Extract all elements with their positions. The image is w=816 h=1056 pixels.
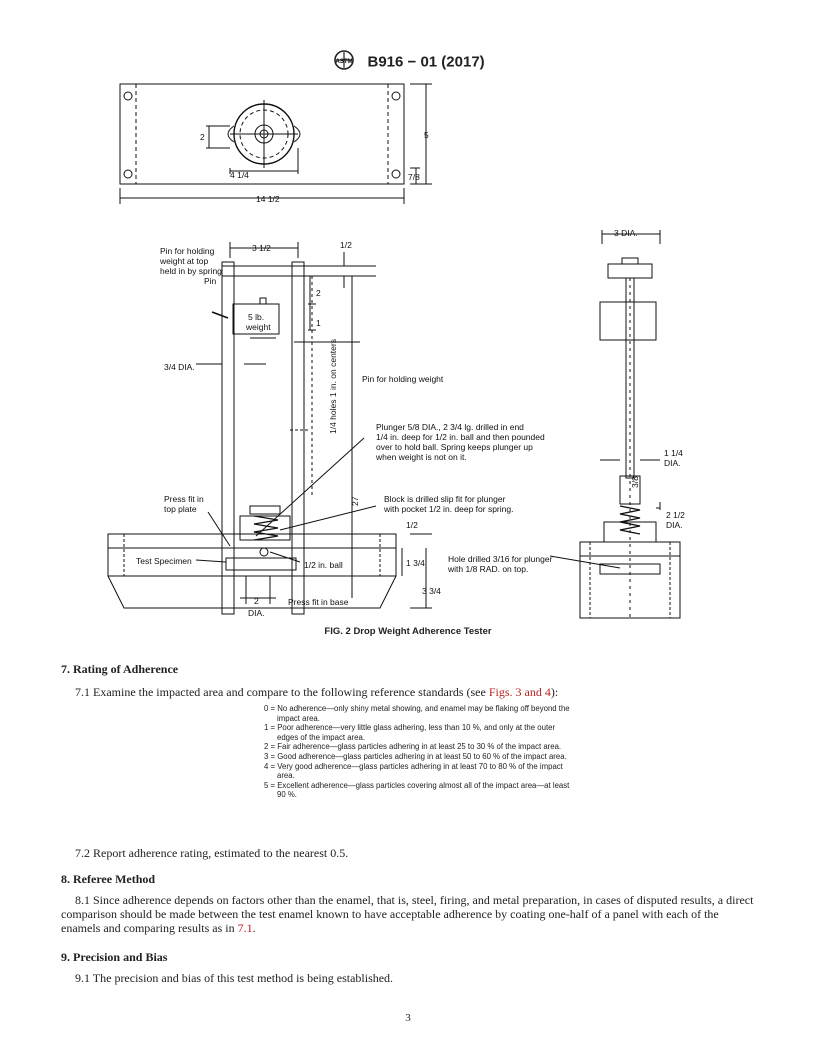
dim-top-height: 5 — [424, 130, 429, 140]
block-note-1: Block is drilled slip fit for plunger — [384, 494, 506, 504]
standard-designation: B916 − 01 (2017) — [367, 53, 485, 71]
left-post — [222, 262, 234, 614]
section-7-1-link[interactable]: 7.1 — [237, 921, 253, 935]
dim-1-2-plate: 1/2 — [406, 520, 418, 530]
p71-text: 7.1 Examine the impacted area and compare to the following reference standards (see — [75, 685, 489, 699]
side-top-cap — [608, 264, 652, 278]
dim-1-1-4-dia: DIA. — [664, 458, 681, 468]
p81-text: 8.1 Since adherence depends on factors other than the enamel, that is, steel, firing, and metal preparation, in cases of disputed results, a direct comparison should be made between the test enamel known to have acceptable adherence by coating one-half of a panel with each of the enamels and comparing results as in — [61, 893, 754, 935]
label-pin: Pin — [204, 276, 217, 286]
dim-top-7-8: 7/8 — [408, 172, 420, 182]
weight-label-2: weight — [246, 322, 271, 332]
figure-caption: FIG. 2 Drop Weight Adherence Tester — [324, 626, 492, 637]
dim-top-2: 2 — [200, 132, 205, 142]
p71-end: ): — [550, 685, 559, 699]
label-holes: 1/4 holes 1 in. on centers — [328, 339, 338, 434]
rating-1: 1 = Poor adherence—very little glass adhering, less than 10 %, and only at the outer edges of the impact area. — [264, 723, 556, 742]
page-header — [0, 50, 816, 74]
label-test-specimen: Test Specimen — [136, 556, 192, 566]
hole-note-2: with 1/8 RAD. on top. — [448, 564, 529, 574]
label-pin-top-3: held in by spring — [160, 266, 222, 276]
dim-1-1-4: 1 1/4 — [664, 448, 683, 458]
p81-end: . — [252, 921, 256, 935]
rating-2: 2 = Fair adherence—glass particles adhering in at least 25 to 30 % of the impact area. — [264, 742, 562, 752]
rating-4: 4 = Very good adherence—glass particles adhering in at least 70 to 80 % of the impact area. — [264, 761, 563, 781]
dim-1-vertical: 1 — [316, 318, 321, 328]
svg-text:ASTM: ASTM — [335, 59, 353, 65]
dim-1-2-top: 1/2 — [340, 240, 352, 250]
label-press-fit-top-1: Press fit in — [164, 494, 204, 504]
paragraph-9-1: 9.1 The precision and bias of this test method is being established. — [75, 971, 394, 985]
section-8-heading: 8. Referee Method — [61, 872, 156, 886]
label-pin-top-1: Pin for holding — [160, 246, 215, 256]
dim-3-1-2: 3 1/2 — [252, 243, 271, 253]
plunger-note-4: when weight is not on it. — [376, 452, 467, 462]
plunger-note-1: Plunger 5/8 DIA., 2 3/4 lg. drilled in end — [376, 422, 524, 432]
paragraph-7-1 — [61, 685, 755, 699]
section-7-heading: 7. Rating of Adherence — [61, 662, 179, 676]
technical-drawing — [80, 78, 740, 623]
dim-3-8: 3/8 — [630, 476, 640, 488]
label-ball: 1/2 in. ball — [304, 560, 343, 570]
label-press-fit-top-2: top plate — [164, 504, 197, 514]
figure-drop-weight-tester — [80, 78, 740, 628]
side-weight — [600, 302, 656, 340]
label-pin-holding-weight: Pin for holding weight — [362, 374, 444, 384]
label-3-4-dia: 3/4 DIA. — [164, 362, 195, 372]
block-note-2: with pocket 1/2 in. deep for spring. — [384, 504, 514, 514]
hole-note-1: Hole drilled 3/16 for plunger — [448, 554, 553, 564]
dim-2-dia: 2 — [254, 596, 259, 606]
dim-2-vertical: 2 — [316, 288, 321, 298]
rating-0: 0 = No adherence—only shiny metal showing, and enamel may be flaking off beyond the impact area. — [264, 704, 570, 723]
dim-1-3-4: 1 3/4 — [406, 558, 425, 568]
paragraph-7-2: 7.2 Report adherence rating, estimated to the nearest 0.5. — [75, 846, 349, 860]
paragraph-8-1 — [61, 893, 755, 935]
dim-2-1-2-dia: DIA. — [666, 520, 683, 530]
figs-3-4-link[interactable]: Figs. 3 and 4 — [488, 685, 551, 699]
label-pin-top-2: weight at top — [160, 256, 209, 266]
plunger-note-2: 1/4 in. deep for 1/2 in. ball and then pounded — [376, 432, 545, 442]
page-number: 3 — [405, 1012, 411, 1024]
dim-3-dia: 3 DIA. — [614, 228, 638, 238]
label-press-fit-base: Press fit in base — [288, 597, 349, 607]
specimen — [226, 558, 296, 570]
section-9-heading: 9. Precision and Bias — [61, 950, 168, 964]
dim-2-1-2: 2 1/2 — [666, 510, 685, 520]
dim-27: 27 — [350, 496, 360, 506]
astm-logo-icon — [331, 50, 357, 74]
weight-label-1: 5 lb. — [248, 312, 265, 322]
label-dia: DIA. — [248, 608, 265, 618]
rating-5: 5 = Excellent adherence—glass particles covering almost all of the impact area—at least 90 %. — [264, 780, 570, 800]
dim-3-3-4: 3 3/4 — [422, 586, 441, 596]
plunger-note-3: over to hold ball. Spring keeps plunger up — [376, 442, 533, 452]
top-plate — [108, 534, 396, 548]
dim-top-4-1-4: 4 1/4 — [230, 170, 249, 180]
adherence-rating-scale — [264, 704, 574, 800]
rating-3: 3 = Good adherence—glass particles adhering in at least 50 to 60 % of the impact area. — [264, 751, 567, 761]
dim-top-width: 14 1/2 — [256, 194, 280, 204]
